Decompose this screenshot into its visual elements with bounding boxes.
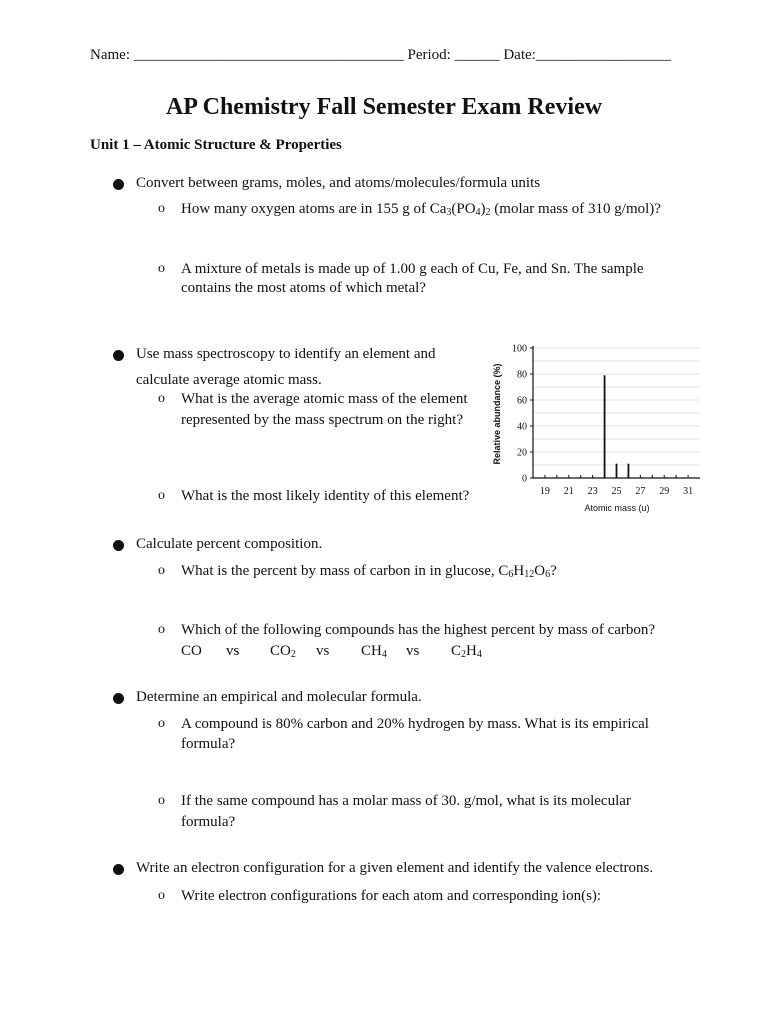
q-text: C bbox=[451, 643, 462, 659]
bullet-icon bbox=[113, 179, 124, 190]
q-text: ) bbox=[480, 201, 486, 217]
x-axis-label: Atomic mass (u) bbox=[584, 503, 650, 513]
x-tick-label: 29 bbox=[659, 486, 670, 497]
chart-axes bbox=[533, 346, 700, 478]
x-tick-label: 23 bbox=[587, 486, 598, 497]
period-label: Period: bbox=[407, 47, 451, 63]
compound-options bbox=[181, 641, 501, 661]
sub-bullet-icon: o bbox=[158, 622, 165, 637]
y-tick-label: 40 bbox=[517, 421, 527, 433]
x-tick-label: 27 bbox=[635, 486, 646, 497]
bullet-icon bbox=[113, 540, 124, 551]
compound-co: CO bbox=[181, 643, 202, 659]
q-text: H bbox=[466, 643, 477, 659]
subscript: 12 bbox=[524, 569, 535, 580]
section-1-heading: Convert between grams, moles, and atoms/molecules/formula units bbox=[136, 175, 541, 191]
q-text: (molar mass of 310 g/mol)? bbox=[490, 201, 661, 217]
sub-bullet-icon: o bbox=[158, 488, 165, 503]
y-tick-label: 80 bbox=[517, 369, 527, 381]
y-tick-label: 100 bbox=[512, 343, 527, 355]
vs-label: vs bbox=[406, 643, 420, 659]
question-metal-mixture-line1: A mixture of metals is made up of 1.00 g each of Cu, Fe, and Sn. The sample bbox=[181, 261, 644, 277]
x-tick-label: 21 bbox=[563, 486, 574, 497]
subscript: 4 bbox=[476, 649, 482, 660]
q-text: (PO bbox=[451, 201, 476, 217]
question-highest-carbon: Which of the following compounds has the highest percent by mass of carbon? bbox=[181, 622, 656, 638]
vs-label: vs bbox=[316, 643, 330, 659]
sub-bullet-icon: o bbox=[158, 793, 165, 808]
subscript: 4 bbox=[475, 207, 481, 218]
chart-ticks bbox=[512, 344, 693, 498]
sub-bullet-icon: o bbox=[158, 716, 165, 731]
y-tick-label: 0 bbox=[522, 473, 527, 485]
q-text: H bbox=[513, 563, 525, 579]
sub-bullet-icon: o bbox=[158, 563, 165, 578]
subscript: 4 bbox=[381, 649, 387, 660]
q-text: CH bbox=[361, 643, 382, 659]
unit-heading: Unit 1 – Atomic Structure & Properties bbox=[90, 137, 342, 153]
bullet-icon bbox=[113, 693, 124, 704]
bullet-icon bbox=[113, 864, 124, 875]
question-molecular-line1: If the same compound has a molar mass of 30. g/mol, what is its molecular bbox=[181, 793, 631, 809]
question-metal-mixture-line2: contains the most atoms of which metal? bbox=[181, 280, 426, 296]
question-glucose bbox=[181, 561, 557, 581]
y-tick-label: 20 bbox=[517, 447, 527, 459]
bullet-icon bbox=[113, 350, 124, 361]
page-title: AP Chemistry Fall Semester Exam Review bbox=[165, 94, 603, 120]
x-tick-label: 31 bbox=[683, 486, 694, 497]
compound-c2h4 bbox=[451, 641, 482, 661]
question-average-mass-line2: represented by the mass spectrum on the right? bbox=[181, 412, 463, 428]
name-label: Name: bbox=[90, 47, 130, 63]
header-line bbox=[90, 47, 671, 64]
x-tick-label: 25 bbox=[611, 486, 622, 497]
section-3-heading: Calculate percent composition. bbox=[136, 536, 323, 552]
chart-bars bbox=[605, 375, 629, 478]
subscript: 6 bbox=[508, 569, 514, 580]
q-text: How many oxygen atoms are in 155 g of Ca bbox=[181, 201, 447, 217]
compound-ch4 bbox=[361, 641, 387, 661]
section-2-heading-line2: calculate average atomic mass. bbox=[136, 372, 322, 388]
vs-label: vs bbox=[226, 643, 240, 659]
question-oxygen-atoms bbox=[181, 199, 661, 219]
section-2-heading-line1: Use mass spectroscopy to identify an element and bbox=[136, 346, 436, 362]
y-tick-label: 60 bbox=[517, 395, 527, 407]
question-electron-config: Write electron configurations for each atom and corresponding ion(s): bbox=[181, 888, 602, 904]
y-axis-label: Relative abundance (%) bbox=[492, 363, 502, 465]
section-4-heading: Determine an empirical and molecular formula. bbox=[136, 689, 422, 705]
sub-bullet-icon: o bbox=[158, 391, 165, 406]
subscript: 2 bbox=[461, 649, 467, 660]
q-text: O bbox=[534, 563, 546, 579]
subscript: 6 bbox=[545, 569, 551, 580]
sub-bullet-icon: o bbox=[158, 888, 165, 903]
q-text: What is the percent by mass of carbon in in glucose, C bbox=[181, 563, 509, 579]
question-average-mass-line1: What is the average atomic mass of the element bbox=[181, 391, 468, 407]
q-text: ? bbox=[550, 563, 557, 579]
name-blank[interactable]: ____________________________________ bbox=[133, 47, 404, 63]
period-blank[interactable]: ______ bbox=[454, 47, 500, 63]
subscript: 2 bbox=[290, 649, 296, 660]
question-element-identity: What is the most likely identity of this element? bbox=[181, 488, 470, 504]
x-tick-label: 19 bbox=[539, 486, 550, 497]
date-label: Date: bbox=[503, 47, 536, 63]
mass-spectrum-chart bbox=[488, 336, 712, 516]
sub-bullet-icon: o bbox=[158, 261, 165, 276]
section-5-heading: Write an electron configuration for a given element and identify the valence electrons. bbox=[136, 860, 654, 876]
subscript: 3 bbox=[446, 207, 452, 218]
q-text: CO bbox=[270, 643, 291, 659]
chart-grid bbox=[533, 348, 700, 465]
sub-bullet-icon: o bbox=[158, 201, 165, 216]
question-empirical-line2: formula? bbox=[181, 736, 236, 752]
subscript: 2 bbox=[485, 207, 491, 218]
date-blank[interactable]: __________________ bbox=[535, 47, 671, 63]
question-empirical-line1: A compound is 80% carbon and 20% hydrogen by mass. What is its empirical bbox=[181, 716, 649, 732]
compound-co2 bbox=[270, 641, 296, 661]
question-molecular-line2: formula? bbox=[181, 814, 236, 830]
